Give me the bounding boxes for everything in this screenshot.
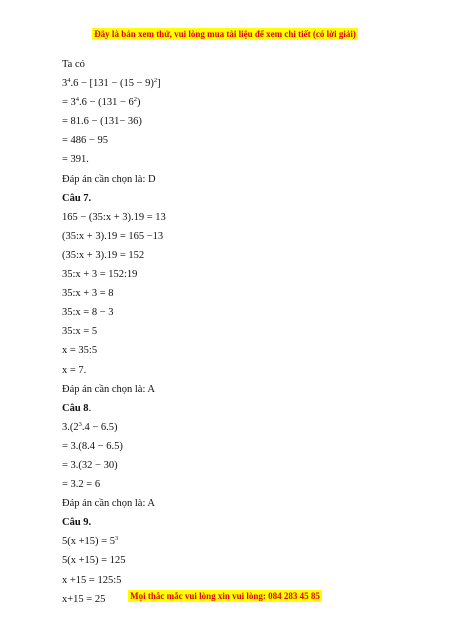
line-text: Câu 9. (62, 517, 92, 529)
solution-line (62, 554, 402, 568)
solution-line (62, 153, 402, 167)
solution-line (62, 383, 402, 397)
expression-part: .4 − 6.5) (81, 421, 118, 433)
line-text: Đáp án cần chọn là: A (62, 498, 156, 510)
line-text: x = 35:5 (62, 345, 98, 357)
expression-part: 3 (62, 78, 68, 90)
contact-notice-banner (0, 586, 450, 604)
exponent: 2 (153, 77, 158, 85)
line-text: 5(x +15) = 125 (62, 555, 126, 567)
solution-line (62, 230, 402, 244)
solution-line (62, 58, 402, 72)
expression-part: .6 − (131 − 6 (79, 97, 134, 109)
expression-part: .6 − [131 − (15 − 9) (70, 78, 154, 90)
line-text: = 3.2 = 6 (62, 479, 101, 491)
solution-line (62, 173, 402, 187)
line-text: x +15 = 125:5 (62, 574, 122, 586)
expression-part: ] (157, 78, 161, 90)
line-suffix: . (88, 402, 92, 414)
preview-notice-banner (0, 24, 450, 42)
solution-line (62, 287, 402, 301)
line-text: 35:x + 3 = 8 (62, 288, 114, 300)
line-text: (35:x + 3).19 = 152 (62, 249, 145, 261)
exponent: 3 (114, 535, 119, 543)
exponent: 4 (67, 77, 71, 85)
line-text: 35:x = 8 − 3 (62, 307, 114, 319)
question-heading (62, 192, 402, 206)
line-text: Câu 7. (62, 192, 92, 204)
solution-line (62, 344, 402, 358)
solution-line (62, 249, 402, 263)
line-text: x = 7. (62, 364, 87, 376)
solution-line (62, 535, 402, 549)
solution-line (62, 134, 402, 148)
exponent: 2 (133, 96, 138, 104)
question-heading (62, 516, 402, 530)
preview-notice-text: Đây là bản xem thử, vui lòng mua tài liệu để xem chi tiết (có lời giải) (94, 29, 356, 39)
solution-line (62, 268, 402, 282)
expression-part: 5(x +15) = 5 (62, 536, 115, 548)
solution-line (62, 497, 402, 511)
line-text: = 486 − 95 (62, 135, 108, 147)
exponent: 4 (75, 96, 80, 104)
solution-line (62, 364, 402, 378)
solution-line (62, 325, 402, 339)
contact-notice-text: Mọi thắc mắc vui lòng xin vui lòng: 084 283 45 85 (130, 591, 320, 601)
line-text: Câu 8 (62, 402, 89, 414)
solution-content (62, 58, 402, 612)
line-text: Ta có (62, 59, 85, 70)
question-heading (62, 402, 402, 416)
line-text: = 3.(32 − 30) (62, 459, 118, 471)
solution-line (62, 96, 402, 110)
solution-line (62, 115, 402, 129)
expression-part: = 3 (62, 97, 76, 109)
solution-line (62, 306, 402, 320)
line-text: 35:x = 5 (62, 326, 98, 338)
line-text: = 81.6 − (131− 36) (62, 116, 142, 128)
solution-line (62, 440, 402, 454)
solution-line (62, 459, 402, 473)
line-text: = 391. (62, 154, 89, 166)
line-text: = 3.(8.4 − 6.5) (62, 440, 123, 452)
line-text: (35:x + 3).19 = 165 −13 (62, 230, 164, 242)
expression-part: ) (137, 97, 141, 109)
solution-line (62, 211, 402, 225)
solution-line (62, 421, 402, 435)
solution-line (62, 77, 402, 91)
line-text: x+15 = 25 (62, 593, 106, 605)
expression-part: 3.(2 (62, 421, 79, 433)
line-text: Đáp án cần chọn là: D (62, 173, 156, 185)
exponent: 3 (78, 420, 82, 428)
solution-line (62, 478, 402, 492)
line-text: Đáp án cần chọn là: A (62, 383, 156, 395)
line-text: 165 − (35:x + 3).19 = 13 (62, 211, 166, 223)
line-text: 35:x + 3 = 152:19 (62, 269, 138, 281)
